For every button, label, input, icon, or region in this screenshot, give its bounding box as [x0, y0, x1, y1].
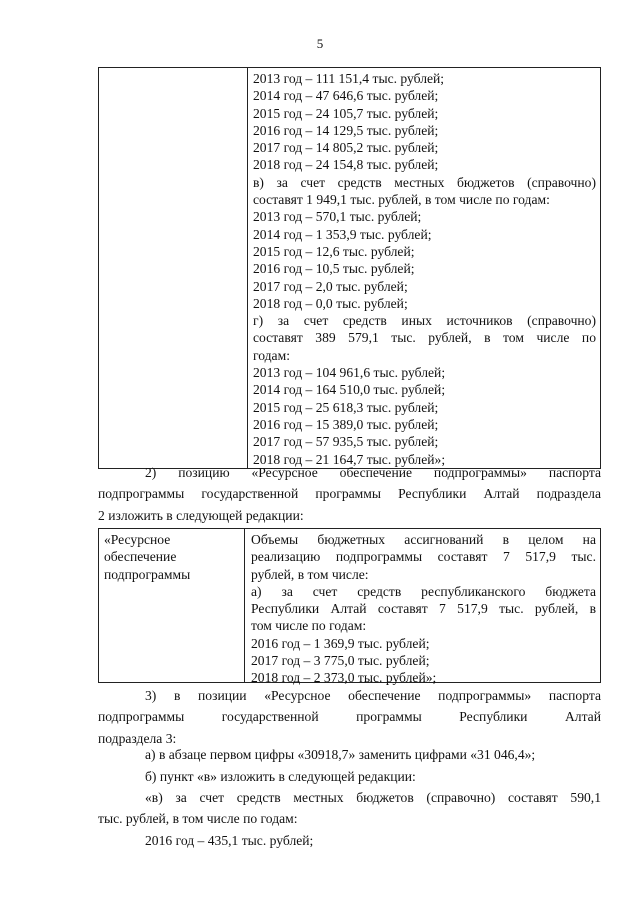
- table2-left-line: подпрограммы: [104, 566, 191, 582]
- table1-line: 2016 год – 15 389,0 тыс. рублей;: [253, 416, 439, 432]
- table1-line: 2015 год – 25 618,3 тыс. рублей;: [253, 399, 439, 415]
- table1-line: составят 389 579,1 тыс. рублей, в том числе по: [253, 330, 596, 346]
- table1-line: 2017 год – 57 935,5 тыс. рублей;: [253, 434, 439, 450]
- table1-line: составят 1 949,1 тыс. рублей, в том числе по годам:: [253, 192, 550, 208]
- paragraph-b: [98, 766, 601, 787]
- paragraph-line: подраздела 3:: [98, 730, 177, 746]
- paragraph-line: подпрограммы государственной программы Республики Алтай: [98, 709, 601, 725]
- paragraph-line: тыс. рублей, в том числе по годам:: [98, 811, 298, 827]
- table2-line: 2018 год – 2 373,0 тыс. рублей»;: [251, 670, 437, 686]
- paragraph-line: а) в абзаце первом цифры «30918,7» заменить цифрами «31 046,4»;: [145, 747, 536, 762]
- paragraph-3: [98, 685, 601, 749]
- table1-left-cell: [99, 68, 248, 468]
- paragraph-line: 3) в позиции «Ресурсное обеспечение подпрограммы» паспорта: [145, 688, 601, 703]
- table1-line: 2015 год – 24 105,7 тыс. рублей;: [253, 105, 439, 121]
- table1-line: 2018 год – 24 154,8 тыс. рублей;: [253, 157, 439, 173]
- table2-line: том числе по годам:: [251, 618, 367, 634]
- page-number: 5: [316, 36, 324, 51]
- table2-line: Объемы бюджетных ассигнований в целом на: [251, 532, 596, 547]
- paragraph-line: б) пункт «в» изложить в следующей редакции:: [145, 769, 416, 784]
- table1-line: 2016 год – 14 129,5 тыс. рублей;: [253, 122, 439, 138]
- paragraph-line: «в) за счет средств местных бюджетов (справочно) составят 590,1: [145, 790, 601, 805]
- table2-left-line: обеспечение: [104, 549, 177, 565]
- paragraph-line: подпрограммы государственной программы Республики Алтай подраздела: [98, 486, 601, 502]
- table1-line: 2014 год – 164 510,0 тыс. рублей;: [253, 382, 446, 398]
- table2-left-line: «Ресурсное: [104, 532, 171, 547]
- table1-line: 2014 год – 47 646,6 тыс. рублей;: [253, 88, 439, 104]
- table1-line: 2013 год – 104 961,6 тыс. рублей;: [253, 365, 446, 381]
- table2-line: реализацию подпрограммы составят 7 517,9 тыс.: [251, 549, 596, 565]
- table1-line: годам:: [253, 347, 290, 363]
- table2-right-cell: [245, 529, 600, 686]
- table1-line: 2016 год – 10,5 тыс. рублей;: [253, 261, 415, 277]
- table1-line: 2013 год – 111 151,4 тыс. рублей;: [253, 71, 445, 86]
- table1-line: 2015 год – 12,6 тыс. рублей;: [253, 243, 415, 259]
- table1-line: в) за счет средств местных бюджетов (справочно): [253, 174, 596, 190]
- paragraph-line: 2016 год – 435,1 тыс. рублей;: [145, 833, 314, 848]
- table1-line: г) за счет средств иных источников (справочно): [253, 313, 596, 329]
- table1-line: 2018 год – 21 164,7 тыс. рублей»;: [253, 451, 446, 467]
- table1-line: 2017 год – 14 805,2 тыс. рублей;: [253, 140, 439, 156]
- paragraph-line: 2) позицию «Ресурсное обеспечение подпрограммы» паспорта: [145, 465, 601, 480]
- table2-line: рублей, в том числе:: [251, 566, 369, 582]
- paragraph-c: [98, 787, 601, 830]
- table2-line: Республики Алтай составят 7 517,9 тыс. рублей, в: [251, 601, 596, 617]
- table2-line: 2017 год – 3 775,0 тыс. рублей;: [251, 653, 430, 669]
- table1-line: 2017 год – 2,0 тыс. рублей;: [253, 278, 408, 294]
- table2-left-cell: [99, 529, 245, 682]
- paragraph-a: [98, 744, 601, 765]
- table1-line: 2018 год – 0,0 тыс. рублей;: [253, 295, 408, 311]
- table1-line: 2013 год – 570,1 тыс. рублей;: [253, 209, 422, 225]
- resource-support-table: [98, 528, 601, 686]
- funding-table-continued: [98, 67, 601, 469]
- table1-line: 2014 год – 1 353,9 тыс. рублей;: [253, 226, 432, 242]
- paragraph-2: [98, 462, 601, 526]
- table2-line: а) за счет средств республиканского бюджета: [251, 583, 596, 599]
- paragraph-line: 2 изложить в следующей редакции:: [98, 507, 304, 523]
- table2-line: 2016 год – 1 369,9 тыс. рублей;: [251, 635, 430, 651]
- table1-right-cell: [248, 68, 600, 468]
- paragraph-d: [98, 830, 601, 851]
